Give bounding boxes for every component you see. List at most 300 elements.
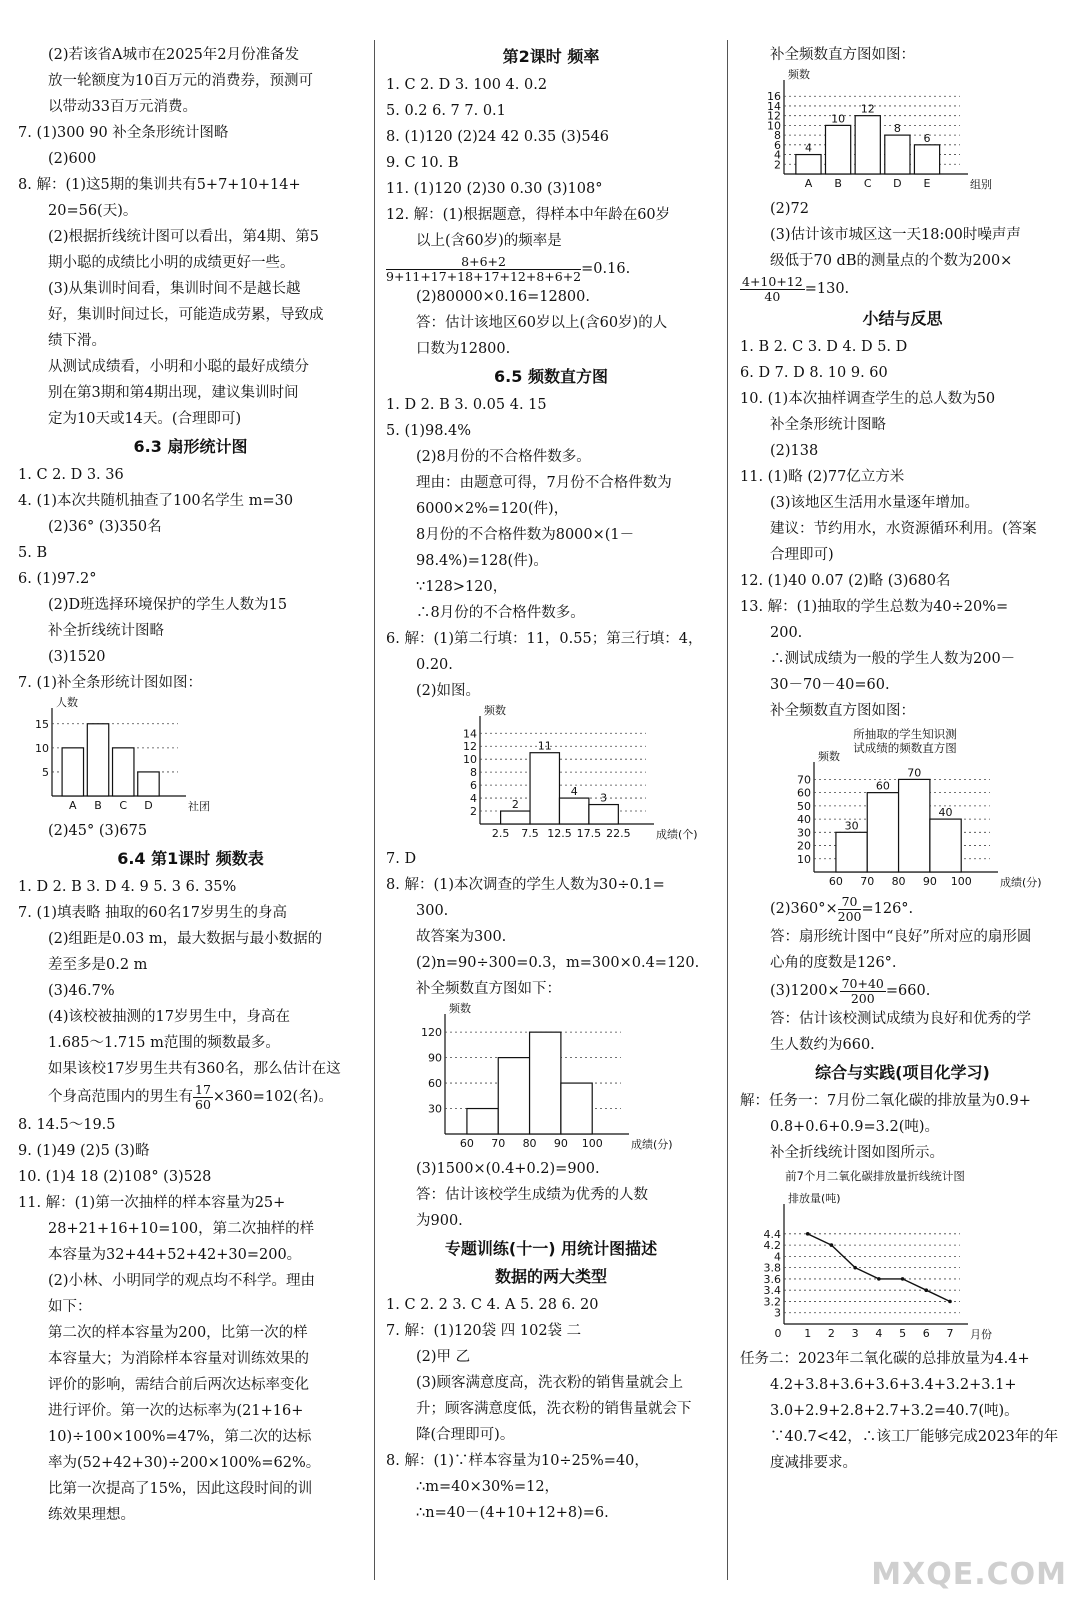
bar [561,1083,592,1134]
section-heading: 数据的两大类型 [494,1267,607,1286]
text-line: (3)1520 [48,649,106,665]
numerator: 70+40 [841,975,884,991]
section-heading: 6.3 扇形统计图 [133,437,248,456]
text-line: 1. B 2. C 3. D 4. D 5. D [740,339,908,355]
y-tick-label: 30 [428,1102,442,1116]
x-axis-label: 成绩(个) [656,828,698,841]
text-line: 8. (1)120 (2)24 42 0.35 (3)546 [386,129,610,145]
y-tick-label: 3 [774,1306,781,1320]
text-line: 5. 0.2 6. 7 7. 0.1 [386,103,506,119]
fraction-line [386,254,716,284]
chart-score-histogram [446,704,698,844]
text-line: 率为(52+42+30)÷200×100%=62%。 [48,1455,321,1471]
y-tick-label: 20 [797,839,811,853]
bar [914,145,939,174]
text-line: (2)组距是0.03 m，最大数据与最小数据的 [48,931,323,947]
bar [530,753,559,824]
y-tick-label: 2 [774,158,781,172]
y-tick-label: 4.4 [763,1227,781,1241]
text-line: 绩下滑。 [48,333,106,349]
x-tick-label: 2 [827,1327,835,1340]
text-line: 评价的影响，需结合前后两次达标率变化 [48,1377,309,1393]
bar [885,135,910,174]
text-line: (2)8月份的不合格件数多。 [416,449,591,465]
x-tick-label: 60 [459,1137,474,1150]
text-line: (2)D班选择环境保护的学生人数为15 [48,597,288,613]
text-line: 200. [770,625,803,641]
fraction [840,977,886,1006]
y-tick-label: 8 [470,766,477,780]
y-tick-label: 12 [463,740,477,754]
numerator: 4+10+12 [742,273,803,289]
text-line: (2)72 [770,201,809,217]
text-line: 进行评价。第一次的达标率为(21+16+ [48,1403,304,1419]
text-line: 如果该校17岁男生共有360名，那么估计在这 [48,1061,341,1077]
fraction-line [740,976,1065,1006]
text-line: 答：扇形统计图中“良好”所对应的扇形圆 [770,929,1032,945]
text-line: 级低于70 dB的测量点的个数为200× [770,253,1013,269]
text-line: 补全频数直方图如图： [770,703,915,719]
y-axis-label: 频数 [818,750,840,763]
text-line: 11. (1)略 (2)77亿立方米 [740,469,905,485]
text-line: 本容量大；为消除样本容量对训练效果的 [48,1351,309,1367]
y-tick-label: 12 [767,109,781,123]
bar [501,811,530,824]
y-tick-label: 70 [797,773,811,787]
section-heading: 6.4 第1课时 频数表 [117,849,264,868]
text-line: 9. (1)49 (2)5 (3)略 [18,1143,150,1159]
text-line: ∵128>120， [416,579,508,595]
data-label: 10 [831,112,846,126]
text-line: 10. (1)4 18 (2)108° (3)528 [18,1169,212,1185]
text-line: 9. C 10. B [386,155,459,171]
text-line: 1. C 2. D 3. 100 4. 0.2 [386,77,548,93]
bar [855,116,880,174]
column-2 [386,42,716,1526]
y-axis-label: 频数 [788,68,810,81]
text-line: 8月份的不合格件数为8000×(1－ [416,527,635,543]
text-line: 11. (1)120 (2)30 0.30 (3)108° [386,181,603,197]
text-line: 补全频数直方图如图： [770,47,915,63]
text-line: 生人数约为660. [770,1037,875,1053]
y-tick-label: 14 [767,99,781,113]
y-tick-label: 60 [428,1077,442,1091]
data-point [901,1277,905,1281]
x-tick-label: 7.5 [521,827,539,840]
block [386,1292,716,1526]
text-line: (3)46.7% [48,983,115,999]
text-line: 20=56(天)。 [48,203,138,219]
x-axis-label: 成绩(分) [1000,876,1042,889]
bar [62,748,83,796]
data-label: 60 [875,779,890,793]
y-tick-label: 10 [35,741,49,755]
text-line: 答：估计该地区60岁以上(含60岁)的人 [416,315,668,331]
data-label: 3 [600,791,608,805]
text-line: 练效果理想。 [48,1507,135,1523]
bar [796,155,821,174]
bar [826,125,851,174]
data-label: 4 [570,785,578,799]
block [740,1006,1065,1058]
x-tick-label: 0 [774,1327,782,1340]
x-tick-label: D [144,799,153,812]
x-tick-label: 4 [875,1327,883,1340]
block [18,818,363,844]
text-line: 如下： [48,1299,92,1315]
y-tick-label: 14 [463,727,477,741]
fraction [193,1083,213,1112]
block [740,42,1065,68]
text-line: 8. 解：(1)本次调查的学生人数为30÷0.1= [386,877,665,893]
x-tick-label: 12.5 [547,827,572,840]
block [18,874,363,1082]
column-1 [18,42,363,1528]
text-line: ∵40.7<42，∴该工厂能够完成2023年的年 [770,1429,1059,1445]
text-line: 1. C 2. 2 3. C 4. A 5. 28 6. 20 [386,1297,599,1313]
section-heading: 综合与实践(项目化学习) [815,1063,990,1082]
text: (2)360°× [770,901,838,917]
text-line: 答：估计该校学生成绩为优秀的人数 [416,1187,648,1203]
y-tick-label: 3.2 [763,1295,781,1309]
text-line: 30－70－40=60. [770,677,890,693]
text-line: 12. (1)40 0.07 (2)略 (3)680名 [740,573,951,589]
text-line: 任务二：2023年二氧化碳的总排放量为4.4+ [740,1351,1030,1367]
text-line: 合理即可) [770,547,834,563]
text-line: 补全频数直方图如下： [416,981,561,997]
block [18,462,363,696]
x-tick-label: 80 [522,1137,537,1150]
text-line: 1. D 2. B 3. D 4. 9 5. 3 6. 35% [18,879,237,895]
x-axis-label: 组别 [970,178,992,191]
text-line: 7. (1)填表略 抽取的60名17岁男生的身高 [18,905,287,921]
text-line: (2)45° (3)675 [48,823,148,839]
fraction [838,895,862,924]
watermark: MXQE.COM [871,1557,1067,1592]
x-tick-label: D [893,177,902,190]
text-line: 7. 解：(1)120袋 四 102袋 二 [386,1323,582,1339]
text-line: 别在第3期和第4期出现，建议集训时间 [48,385,299,401]
bar [867,793,898,872]
data-label: 70 [907,766,922,780]
y-tick-label: 8 [774,129,781,143]
text-line: (2)如图。 [416,683,481,699]
text-line: (3)该地区生活用水量逐年增加。 [770,495,980,511]
y-axis-label: 频数 [449,1002,471,1015]
text: 个身高范围内的男生有 [48,1089,193,1105]
text-line: 3.0+2.9+2.8+2.7+3.2=40.7(吨)。 [770,1403,1019,1419]
block [18,120,363,172]
text-line: (2)600 [48,151,97,167]
y-tick-label: 5 [42,765,49,779]
y-tick-label: 15 [35,717,49,731]
text: ×360=102(名)。 [212,1089,333,1105]
text-line: (3)顾客满意度高，洗衣粉的销售量就会上 [416,1375,684,1391]
y-tick-label: 3.6 [763,1272,781,1286]
text-line: (2)n=90÷300=0.3，m=300×0.4=120. [416,955,700,971]
chart-title: 前7个月二氧化碳排放量折线统计图 [785,1169,965,1183]
x-tick-label: C [863,177,872,190]
block [740,1346,1065,1476]
bar [836,832,867,872]
data-label: 2 [511,798,519,812]
y-tick-label: 30 [797,826,811,840]
x-tick-label: 70 [491,1137,506,1150]
fraction [386,255,581,284]
text-line: 以上(含60岁)的频率是 [416,233,562,249]
text: (3)1200× [770,983,840,999]
text-line: 答：估计该校测试成绩为良好和优秀的学 [770,1011,1031,1027]
x-tick-label: 60 [828,875,843,888]
text-line: (3)1500×(0.4+0.2)=900. [416,1161,600,1177]
x-tick-label: 22.5 [606,827,631,840]
text: =660. [885,983,931,999]
chart-group-histogram [750,70,1000,194]
text-line: 300. [416,903,449,919]
x-tick-label: 5 [899,1327,907,1340]
text-line: 升；顾客满意度低，洗衣粉的销售量就会下 [416,1401,692,1417]
fraction [740,275,805,304]
bar [87,724,108,796]
y-axis-label: 排放量(吨) [788,1192,841,1205]
chart-title: 所抽取的学生知识测 [853,727,957,741]
block [386,284,716,362]
chart-score-histogram-2 [411,1002,673,1154]
data-label: 4 [804,141,812,155]
text-line: 口数为12800. [416,341,511,357]
text-line: 8. 14.5～19.5 [18,1117,116,1133]
chart-knowledge-histogram [780,726,1042,892]
text-line: 1. C 2. D 3. 36 [18,467,124,483]
text-line: (2)138 [770,443,819,459]
text-line: 放一轮额度为10百万元的消费券，预测可 [48,73,313,89]
text-line: ∴8月份的不合格件数多。 [416,605,585,621]
x-tick-label: 17.5 [576,827,602,840]
text-line: 10)÷100×100%=47%，第二次的达标 [48,1429,312,1445]
chart-co2-line [750,1168,1000,1344]
text-line: 比第一次提高了15%，因此这段时间的训 [48,1481,313,1497]
fraction-line [740,894,1065,924]
text-line: 0.8+0.6+0.9=3.2(吨)。 [770,1119,940,1135]
bar [467,1109,498,1134]
denominator: 200 [850,990,875,1006]
text-line: 以带动33百万元消费。 [48,99,197,115]
text-line: (2)甲 乙 [416,1349,471,1365]
x-tick-label: A [804,177,813,190]
text-line: 心角的度数是126°. [770,955,897,971]
text-line: 7. D [386,851,417,867]
text-line: 第二次的样本容量为200，比第一次的样 [48,1325,308,1341]
text-line: 度减排要求。 [770,1455,857,1471]
text-line: 4.2+3.8+3.6+3.6+3.4+3.2+3.1+ [770,1377,1017,1393]
text-line: 10. (1)本次抽样调查学生的总人数为50 [740,391,996,407]
x-tick-label: 80 [891,875,906,888]
data-label: 6 [923,131,931,145]
text-line: 5. (1)98.4% [386,423,472,439]
data-point [924,1288,928,1292]
x-tick-label: 90 [922,875,937,888]
column-3 [740,42,1065,1476]
denominator: 9+11+17+18+17+12+8+6+2 [386,268,582,284]
data-point [948,1300,952,1304]
y-tick-label: 10 [463,753,477,767]
text-line: 5. B [18,545,48,561]
fraction-line [18,1082,363,1112]
x-tick-label: 2.5 [491,827,510,840]
x-axis-label: 社团 [188,800,210,813]
block [740,334,1065,724]
text-line: 本容量为32+44+52+42+30=200。 [48,1247,302,1263]
section-heading: 专题训练(十一) 用统计图描述 [444,1239,658,1258]
bar [113,748,134,796]
y-tick-label: 4 [470,792,477,806]
text-line: 8. 解：(1)∵样本容量为10÷25%=40， [386,1453,649,1469]
text-line: 11. 解：(1)第一次抽样的样本容量为25+ [18,1195,286,1211]
y-tick-label: 50 [797,799,811,813]
data-label: 8 [893,122,901,136]
y-tick-label: 60 [797,786,811,800]
text-line: (2)若该省A城市在2025年2月份准备发 [48,47,300,63]
y-tick-label: 16 [767,90,781,104]
x-tick-label: A [69,799,77,812]
text-line: (2)小林、小明同学的观点均不科学。理由 [48,1273,316,1289]
text-line: 故答案为300. [416,929,507,945]
y-tick-label: 120 [421,1026,442,1040]
text-line: 从测试成绩看，小明和小聪的最好成绩分 [48,359,309,375]
text-line: 补全折线统计图略 [48,623,164,639]
x-axis-label: 月份 [970,1328,992,1341]
x-tick-label: 100 [581,1137,603,1150]
text-line: 好，集训时间过长，可能造成劳累，导致成 [48,307,324,323]
text-line: (4)该校被抽测的17岁男生中，身高在 [48,1009,290,1025]
section-heading: 第2课时 频率 [502,47,600,66]
chart-title: 试成绩的频数直方图 [853,741,957,755]
y-tick-label: 90 [428,1051,442,1065]
bar [559,798,588,824]
y-tick-label: 3.8 [763,1261,781,1275]
block [386,1156,716,1234]
block [18,42,363,120]
text-line: 6. D 7. D 8. 10 9. 60 [740,365,888,381]
y-tick-label: 3.4 [763,1284,781,1298]
text-line: (2)80000×0.16=12800. [416,289,590,305]
text-line: 7. (1)补全条形统计图如图： [18,675,202,691]
block [18,1112,363,1528]
text-line: 13. 解：(1)抽取的学生总数为40÷20%= [740,599,1009,615]
block [386,72,716,254]
numerator: 17 [195,1081,211,1097]
y-tick-label: 40 [797,813,811,827]
fraction-line [740,274,1065,304]
x-tick-label: 6 [922,1327,930,1340]
y-tick-label: 6 [774,138,781,152]
text-line: 补全条形统计图略 [770,417,886,433]
block [740,196,1065,274]
numerator: 70 [838,895,862,910]
x-tick-label: E [923,177,931,190]
text-line: 4. (1)本次共随机抽查了100名学生 m=30 [18,493,294,509]
block [740,1088,1065,1166]
denominator: 200 [837,908,862,924]
text-line: 定为10天或14天。(合理即可) [48,411,242,427]
bar [530,1032,561,1134]
bar [498,1058,529,1134]
block [386,846,716,1002]
text-line: 98.4%)=128(件)。 [416,553,548,569]
bar [930,819,961,872]
text-line: 1.685～1.715 m范围的频数最多。 [48,1035,280,1051]
bar [899,779,930,872]
data-point [853,1266,857,1270]
x-tick-label: 90 [553,1137,568,1150]
x-axis-label: 成绩(分) [631,1138,673,1151]
y-tick-label: 4 [774,1250,781,1264]
bar [138,772,159,796]
chart-club-bar [18,698,218,816]
text-line: 6. (1)97.2° [18,571,97,587]
text: =130. [804,281,850,297]
text-line: 6000×2%=120(件)， [416,501,569,517]
x-tick-label: B [834,177,842,190]
text: =0.16. [581,261,631,277]
y-tick-label: 4.2 [763,1239,781,1253]
x-tick-label: C [119,799,128,812]
denominator: 40 [764,288,781,304]
data-label: 11 [537,739,552,753]
x-tick-label: B [94,799,102,812]
text-line: 补全折线统计图如图所示。 [770,1145,944,1161]
text-line: 期小聪的成绩比小明的成绩更好一些。 [48,255,295,271]
data-point [830,1243,834,1247]
text-line: 7. (1)300 90 补全条形统计图略 [18,125,229,141]
y-tick-label: 10 [797,852,811,866]
section-heading: 小结与反思 [862,309,943,328]
data-point [806,1232,810,1236]
text-line: 差至多是0.2 m [48,957,148,973]
data-label: 40 [938,806,953,820]
text-line: (3)从集训时间看，集训时间不是越长越 [48,281,301,297]
text-line: (2)根据折线统计图可以看出，第4期、第5 [48,229,319,245]
text-line: 降(合理即可)。 [416,1427,515,1443]
text: =126°. [861,901,914,917]
x-tick-label: 7 [946,1327,954,1340]
text-line: 理由：由题意可得，7月份不合格件数为 [416,475,672,491]
text-line: 为900. [416,1213,463,1229]
text-line: (3)估计该市城区这一天18:00时噪声声 [770,227,1021,243]
x-tick-label: 1 [804,1327,812,1340]
text-line: (2)36° (3)350名 [48,519,162,535]
block [386,392,716,704]
y-tick-label: 2 [470,805,477,819]
text-line: ∴测试成绩为一般的学生人数为200－ [770,651,1016,667]
x-tick-label: 100 [950,875,972,888]
section-heading: 6.5 频数直方图 [494,367,608,386]
data-label: 30 [844,819,859,833]
text-line: ∴m=40×30%=12， [416,1479,560,1495]
y-axis-label: 频数 [484,704,506,717]
text-line: ∴n=40－(4+10+12+8)=6. [416,1505,609,1521]
x-tick-label: 3 [851,1327,859,1340]
y-tick-label: 6 [470,779,477,793]
text-line: 建议：节约用水，水资源循环利用。(答案 [770,521,1037,537]
text-line: 12. 解：(1)根据题意，得样本中年龄在60岁 [386,207,671,223]
text-line: 6. 解：(1)第二行填：11，0.55；第三行填：4， [386,631,703,647]
text-line: 解：任务一：7月份二氧化碳的排放量为0.9+ [740,1093,1031,1109]
block [740,924,1065,976]
data-label: 12 [860,102,875,116]
denominator: 60 [195,1096,211,1112]
data-point [877,1277,881,1281]
